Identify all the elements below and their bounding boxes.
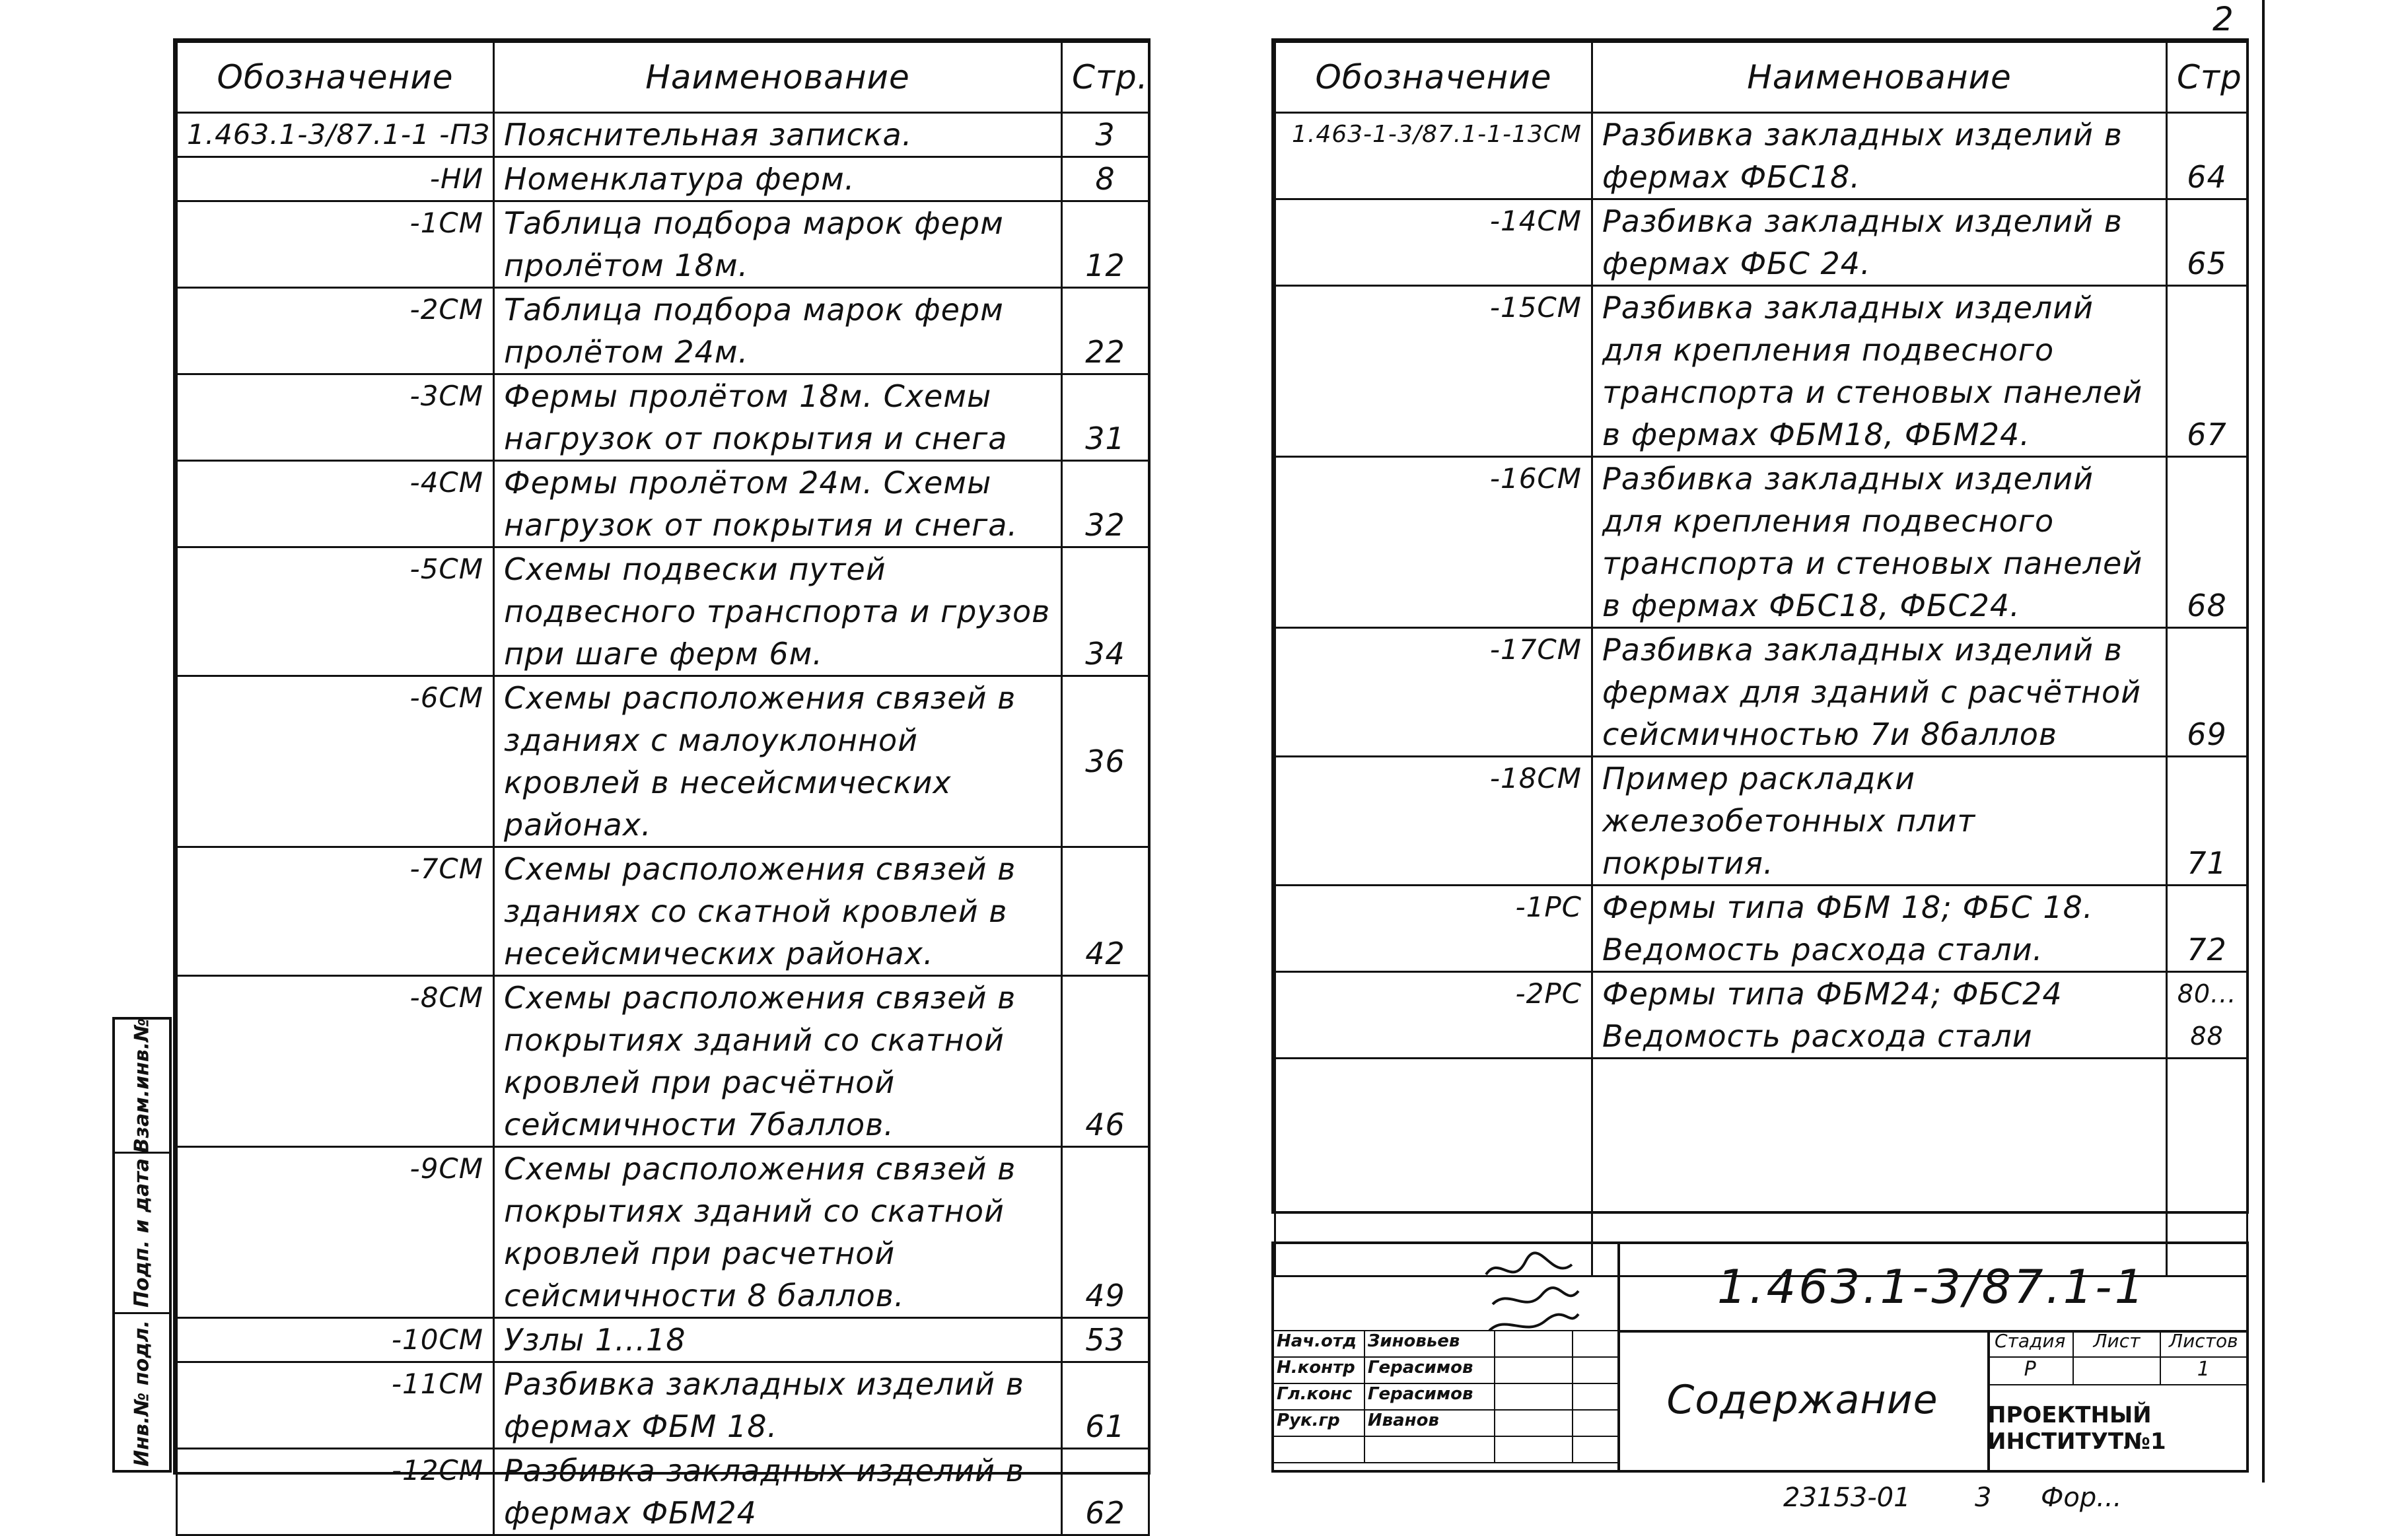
row-name: Разбивка закладных изделий в фермах ФБМ 18. — [494, 1362, 1062, 1449]
row-page: 12 — [1062, 201, 1149, 288]
table-row — [177, 847, 1149, 976]
row-page: 22 — [1062, 288, 1149, 374]
row-code: -6СМ — [177, 676, 494, 847]
row-page: 53 — [1062, 1318, 1149, 1362]
row-page: 69 — [2167, 628, 2248, 757]
signature-date — [1573, 1384, 1617, 1409]
page-number: 3 — [1975, 1483, 1992, 1513]
meta-values — [1987, 1358, 2246, 1385]
row-page: 8 — [1062, 157, 1149, 201]
table-row — [1275, 628, 2248, 757]
signature-row — [1274, 1358, 1617, 1384]
row-code: -2РС — [1275, 972, 1592, 1059]
row-page: 61 — [1062, 1362, 1149, 1449]
table-row — [177, 1318, 1149, 1362]
row-name: Пояснительная записка. — [494, 113, 1062, 157]
signature-date — [1573, 1411, 1617, 1436]
table-row — [1275, 199, 2248, 286]
row-name: Фермы пролётом 18м. Схемы нагрузок от покрытия и снега — [494, 374, 1062, 461]
row-code: -15СМ — [1275, 286, 1592, 457]
row-page: 32 — [1062, 461, 1149, 547]
row-code: -9СМ — [177, 1147, 494, 1318]
table-row — [1275, 457, 2248, 628]
signature-row — [1274, 1384, 1617, 1411]
row-name: Таблица подбора марок ферм пролётом 18м. — [494, 201, 1062, 288]
signature-name: Герасимов — [1365, 1384, 1495, 1409]
signature-row — [1274, 1411, 1617, 1437]
row-code: -17СМ — [1275, 628, 1592, 757]
row-name: Пример раскладки железобетонных плит покрытия. — [1592, 757, 2167, 886]
signature-role: Гл.конс — [1274, 1384, 1365, 1409]
side-cell — [115, 1314, 169, 1473]
signature-mark — [1495, 1384, 1573, 1409]
row-page: 72 — [2167, 886, 2248, 972]
row-name: Схемы подвески путей подвесного транспорта и грузов при шаге ферм 6м. — [494, 547, 1062, 676]
header-code: Обозначение — [177, 42, 494, 113]
row-code: -11СМ — [177, 1362, 494, 1449]
meta-headers — [1987, 1330, 2246, 1358]
row-name: Схемы расположения связей в покрытиях зданий со скатной кровлей при расчетной сейсмичности 8 баллов. — [494, 1147, 1062, 1318]
row-page: 3 — [1062, 113, 1149, 157]
row-code: -12СМ — [177, 1449, 494, 1535]
table-row — [177, 1449, 1149, 1535]
row-name: Схемы расположения связей в покрытиях зданий со скатной кровлей при расчётной сейсмичности 7баллов. — [494, 976, 1062, 1147]
row-code: -7СМ — [177, 847, 494, 976]
row-code: -НИ — [177, 157, 494, 201]
format-label: Фор... — [2041, 1483, 2122, 1513]
row-page: 64 — [2167, 113, 2248, 199]
side-label: Инв.№ подл. — [130, 1320, 154, 1467]
row-page: 71 — [2167, 757, 2248, 886]
sheet-title: Содержание — [1617, 1330, 1990, 1470]
row-name: Разбивка закладных изделий в фермах ФБС 24. — [1592, 199, 2167, 286]
header-page: Стр — [2167, 42, 2248, 113]
table-row — [177, 157, 1149, 201]
table-row — [177, 1362, 1149, 1449]
row-page: 49 — [1062, 1147, 1149, 1318]
row-name: Фермы типа ФБМ24; ФБС24 Ведомость расхода стали — [1592, 972, 2167, 1059]
row-name: Схемы расположения связей в зданиях со скатной кровлей в несейсмических районах. — [494, 847, 1062, 976]
signature-mark — [1495, 1358, 1573, 1383]
corner-sheet-number: 2 — [2213, 0, 2234, 38]
row-code: -8СМ — [177, 976, 494, 1147]
table-row — [177, 201, 1149, 288]
table-row — [1275, 886, 2248, 972]
title-block-stamp — [1271, 1241, 2249, 1473]
header-name: Наименование — [1592, 42, 2167, 113]
row-code: -4СМ — [177, 461, 494, 547]
sheet-label: Лист — [2074, 1330, 2160, 1356]
row-code: -14СМ — [1275, 199, 1592, 286]
row-page: 42 — [1062, 847, 1149, 976]
signature-role: Рук.гр — [1274, 1411, 1365, 1436]
signature-date — [1573, 1358, 1617, 1383]
row-name: Фермы пролётом 24м. Схемы нагрузок от покрытия и снега. — [494, 461, 1062, 547]
signature-role: Н.контр — [1274, 1358, 1365, 1383]
row-page: 65 — [2167, 199, 2248, 286]
row-page: 68 — [2167, 457, 2248, 628]
row-page: 34 — [1062, 547, 1149, 676]
side-label: Взам.инв.№ — [130, 1018, 154, 1154]
row-name: Номенклатура ферм. — [494, 157, 1062, 201]
row-code: -10СМ — [177, 1318, 494, 1362]
row-code: 1.463.1-3/87.1-1 -ПЗ — [177, 113, 494, 157]
sheet-value — [2074, 1358, 2160, 1384]
row-page: 62 — [1062, 1449, 1149, 1535]
table-row — [1275, 286, 2248, 457]
row-page: 67 — [2167, 286, 2248, 457]
header-name: Наименование — [494, 42, 1062, 113]
row-code: -1РС — [1275, 886, 1592, 972]
row-name: Таблица подбора марок ферм пролётом 24м. — [494, 288, 1062, 374]
sheets-label: Листов — [2169, 1330, 2238, 1352]
row-name: Разбивка закладных изделий для крепления подвесного транспорта и стеновых панелей в фермах ФБМ18, ФБМ24. — [1592, 286, 2167, 457]
row-name: Разбивка закладных изделий в фермах ФБМ24 — [494, 1449, 1062, 1535]
signature-mark — [1495, 1411, 1573, 1436]
stage-label: Стадия — [1987, 1330, 2074, 1356]
table-row — [177, 113, 1149, 157]
table-row — [1275, 113, 2248, 199]
table-header — [177, 42, 1149, 113]
row-page: 46 — [1062, 976, 1149, 1147]
left-contents-table — [173, 38, 1151, 1531]
document-code: 1.463.1-3/87.1-1 — [1617, 1244, 2246, 1333]
table-row — [177, 676, 1149, 847]
handwritten-signature-icon — [1479, 1248, 1585, 1347]
table-row — [177, 461, 1149, 547]
signature-name: Зиновьев — [1365, 1331, 1495, 1356]
row-name: Схемы расположения связей в зданиях с малоуклонной кровлей в несейсмических районах. — [494, 676, 1062, 847]
side-cell — [115, 1020, 169, 1154]
row-page: 36 — [1062, 676, 1149, 847]
table-row — [177, 976, 1149, 1147]
right-border-line — [2262, 0, 2265, 1483]
row-name: Разбивка закладных изделий в фермах ФБС18. — [1592, 113, 2167, 199]
side-cell — [115, 1154, 169, 1314]
stage-sheet-block — [1987, 1330, 2246, 1470]
row-code: -3СМ — [177, 374, 494, 461]
row-page: 80... 88 — [2167, 972, 2248, 1059]
row-name: Фермы типа ФБМ 18; ФБС 18. Ведомость расхода стали. — [1592, 886, 2167, 972]
side-label: Подп. и дата — [130, 1158, 154, 1308]
signature-name: Иванов — [1365, 1411, 1495, 1436]
table-row — [177, 374, 1149, 461]
row-name: Разбивка закладных изделий для крепления подвесного транспорта и стеновых панелей в фермах ФБС18, ФБС24. — [1592, 457, 2167, 628]
stage-value: Р — [1987, 1358, 2074, 1384]
side-stamp-strip — [112, 1017, 172, 1473]
row-name: Узлы 1...18 — [494, 1318, 1062, 1362]
row-name: Разбивка закладных изделий в фермах для зданий с расчётной сейсмичностью 7и 8баллов — [1592, 628, 2167, 757]
row-code: -5СМ — [177, 547, 494, 676]
archive-code: 23153-01 — [1783, 1483, 1911, 1513]
signature-role: Нач.отд — [1274, 1331, 1365, 1356]
signature-row-empty — [1274, 1437, 1617, 1463]
table-header — [1275, 42, 2248, 113]
row-page: 31 — [1062, 374, 1149, 461]
table-row — [177, 547, 1149, 676]
organization-name: ПРОЕКТНЫЙ ИНСТИТУТ№1 — [1987, 1402, 2166, 1455]
header-page: Стр. — [1062, 42, 1149, 113]
row-code: -1СМ — [177, 201, 494, 288]
table-row — [177, 1147, 1149, 1318]
right-contents-table — [1271, 38, 2249, 1214]
row-code: -2СМ — [177, 288, 494, 374]
row-code: -16СМ — [1275, 457, 1592, 628]
row-code: 1.463-1-3/87.1-1-13СМ — [1275, 113, 1592, 199]
sheets-value: 1 — [2197, 1358, 2210, 1381]
row-code: -18СМ — [1275, 757, 1592, 886]
table-row — [177, 288, 1149, 374]
header-code: Обозначение — [1275, 42, 1592, 113]
table-row — [1275, 972, 2248, 1059]
signature-name: Герасимов — [1365, 1358, 1495, 1383]
table-row — [1275, 757, 2248, 886]
